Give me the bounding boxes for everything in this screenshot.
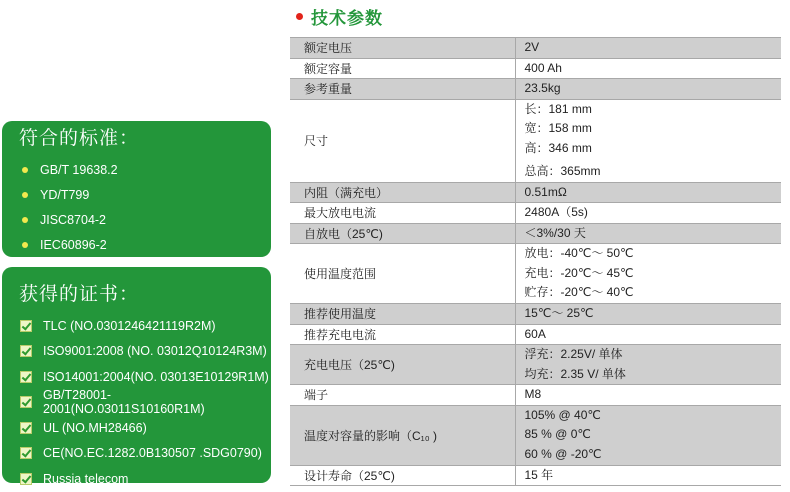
- table-row: [290, 385, 781, 406]
- table-row: [290, 99, 781, 182]
- spec-value-line: 宽：158 mm: [524, 121, 592, 135]
- certificates-title: 获得的证书：: [19, 284, 140, 305]
- spec-value: [515, 38, 781, 59]
- certificate-label: ISO9001:2008 (NO. 03012Q10124R3M): [43, 344, 267, 359]
- standard-label: YD/T799: [40, 187, 90, 202]
- spec-label: 温度对容量的影响（C₁₀ ): [290, 405, 515, 465]
- spec-value: [515, 58, 781, 79]
- checkbox-checked-icon: [20, 396, 32, 408]
- checkbox-checked-icon: [20, 447, 32, 459]
- certificate-label: Russia telecom: [43, 471, 129, 486]
- bullet-dot-icon: [22, 192, 28, 198]
- spec-value-line: 均充：2.35 V/ 单体: [524, 366, 626, 381]
- spec-value: [515, 244, 781, 304]
- spec-value: [515, 385, 781, 406]
- spec-label: 使用温度范围: [290, 244, 515, 304]
- spec-value-line: 2480A（5s): [524, 205, 588, 219]
- spec-label: 自放电（25℃): [290, 223, 515, 244]
- bullet-dot-icon: [22, 217, 28, 223]
- spec-value-line: 贮存：-20℃～ 40℃: [524, 285, 634, 300]
- spec-label: 推荐使用温度: [290, 304, 515, 325]
- table-row: [290, 244, 781, 304]
- certificate-item: [19, 364, 271, 390]
- spec-label: 内阻（满充电）: [290, 182, 515, 203]
- spec-table: [290, 37, 781, 486]
- spec-label: 最大放电电流: [290, 203, 515, 224]
- spec-value: [515, 304, 781, 325]
- certificate-label: GB/T28001-2001(NO.03011S10160R1M): [43, 388, 205, 417]
- certificate-label: CE(NO.EC.1282.0B130507 .SDG0790): [43, 446, 262, 461]
- bullet-dot-icon: [22, 167, 28, 173]
- certificate-item: [19, 441, 271, 467]
- spec-value: [515, 79, 781, 100]
- certificate-item: [19, 390, 271, 416]
- certificate-label: ISO14001:2004(NO. 03013E10129R1M): [43, 369, 269, 384]
- certificate-item: [19, 339, 271, 365]
- spec-value-line: 400 Ah: [524, 60, 562, 75]
- spec-value-line: 60 % @ -20℃: [524, 446, 602, 461]
- spec-value-line: 15 年: [524, 467, 554, 482]
- certificate-item: [19, 466, 271, 492]
- checkbox-checked-icon: [20, 320, 32, 332]
- spec-label: 额定电压: [290, 38, 515, 59]
- spec-value: [515, 405, 781, 465]
- standard-label: GB/T 19638.2: [40, 162, 118, 177]
- spec-value-line: M8: [524, 387, 542, 401]
- certificates-list: [19, 313, 271, 492]
- standard-label: IEC60896-2: [40, 237, 107, 252]
- table-row: [290, 203, 781, 224]
- section-heading: [296, 4, 383, 29]
- table-row: [290, 223, 781, 244]
- spec-value: [515, 345, 781, 385]
- checkbox-checked-icon: [20, 345, 32, 357]
- standards-title: 符合的标准：: [19, 128, 140, 149]
- spec-value-line: 总高：365mm: [524, 164, 601, 178]
- spec-value-line: 15℃～ 25℃: [524, 306, 594, 320]
- standard-item: [19, 157, 271, 182]
- spec-value-line: 高：346 mm: [524, 140, 592, 155]
- spec-label: 设计寿命（25℃): [290, 465, 515, 486]
- spec-value-line: 23.5kg: [524, 81, 561, 95]
- table-row: [290, 304, 781, 325]
- spec-value-line: 105% @ 40℃: [524, 407, 601, 422]
- spec-value-line: 长：181 mm: [524, 101, 592, 116]
- spec-value-line: 2V: [524, 40, 540, 54]
- checkbox-checked-icon: [20, 371, 32, 383]
- spec-value: [515, 99, 781, 182]
- spec-value-line: 充电：-20℃～ 45℃: [524, 265, 634, 280]
- spec-value-line: 放电：-40℃～ 50℃: [524, 246, 634, 261]
- table-row: [290, 465, 781, 486]
- spec-value-line: 85 % @ 0℃: [524, 427, 591, 442]
- standard-item: [19, 232, 271, 257]
- table-row: [290, 324, 781, 345]
- spec-value: [515, 324, 781, 345]
- spec-label: 参考重量: [290, 79, 515, 100]
- table-row: [290, 38, 781, 59]
- spec-value: [515, 203, 781, 224]
- certificates-panel: [2, 267, 271, 486]
- standards-panel: [2, 121, 271, 257]
- spec-label: 充电电压（25℃): [290, 345, 515, 385]
- certificate-item: [19, 415, 271, 441]
- spec-label: 推荐充电电流: [290, 324, 515, 345]
- certificate-label: TLC (NO.0301246421119R2M): [43, 318, 216, 333]
- spec-label: 尺寸: [290, 99, 515, 182]
- standard-item: [19, 207, 271, 232]
- spec-value-line: 浮充：2.25V/ 单体: [524, 347, 623, 361]
- standard-item: [19, 182, 271, 207]
- section-title: 技术参数: [311, 9, 383, 28]
- table-row: [290, 405, 781, 465]
- spec-value: [515, 182, 781, 203]
- standard-label: JISC8704-2: [40, 212, 107, 227]
- table-row: [290, 345, 781, 385]
- certificate-label: UL (NO.MH28466): [43, 420, 147, 435]
- spec-label: 端子: [290, 385, 515, 406]
- checkbox-checked-icon: [20, 473, 32, 485]
- table-row: [290, 79, 781, 100]
- spec-value: [515, 223, 781, 244]
- table-row: [290, 58, 781, 79]
- table-row: [290, 182, 781, 203]
- checkbox-checked-icon: [20, 422, 32, 434]
- red-bullet-icon: [296, 13, 303, 20]
- spec-value-line: 60A: [524, 326, 546, 341]
- spec-value-line: 0.51mΩ: [524, 184, 567, 199]
- spec-value: [515, 465, 781, 486]
- spec-value-line: ＜3%/30 天: [524, 225, 586, 240]
- certificate-item: [19, 313, 271, 339]
- spec-label: 额定容量: [290, 58, 515, 79]
- bullet-dot-icon: [22, 242, 28, 248]
